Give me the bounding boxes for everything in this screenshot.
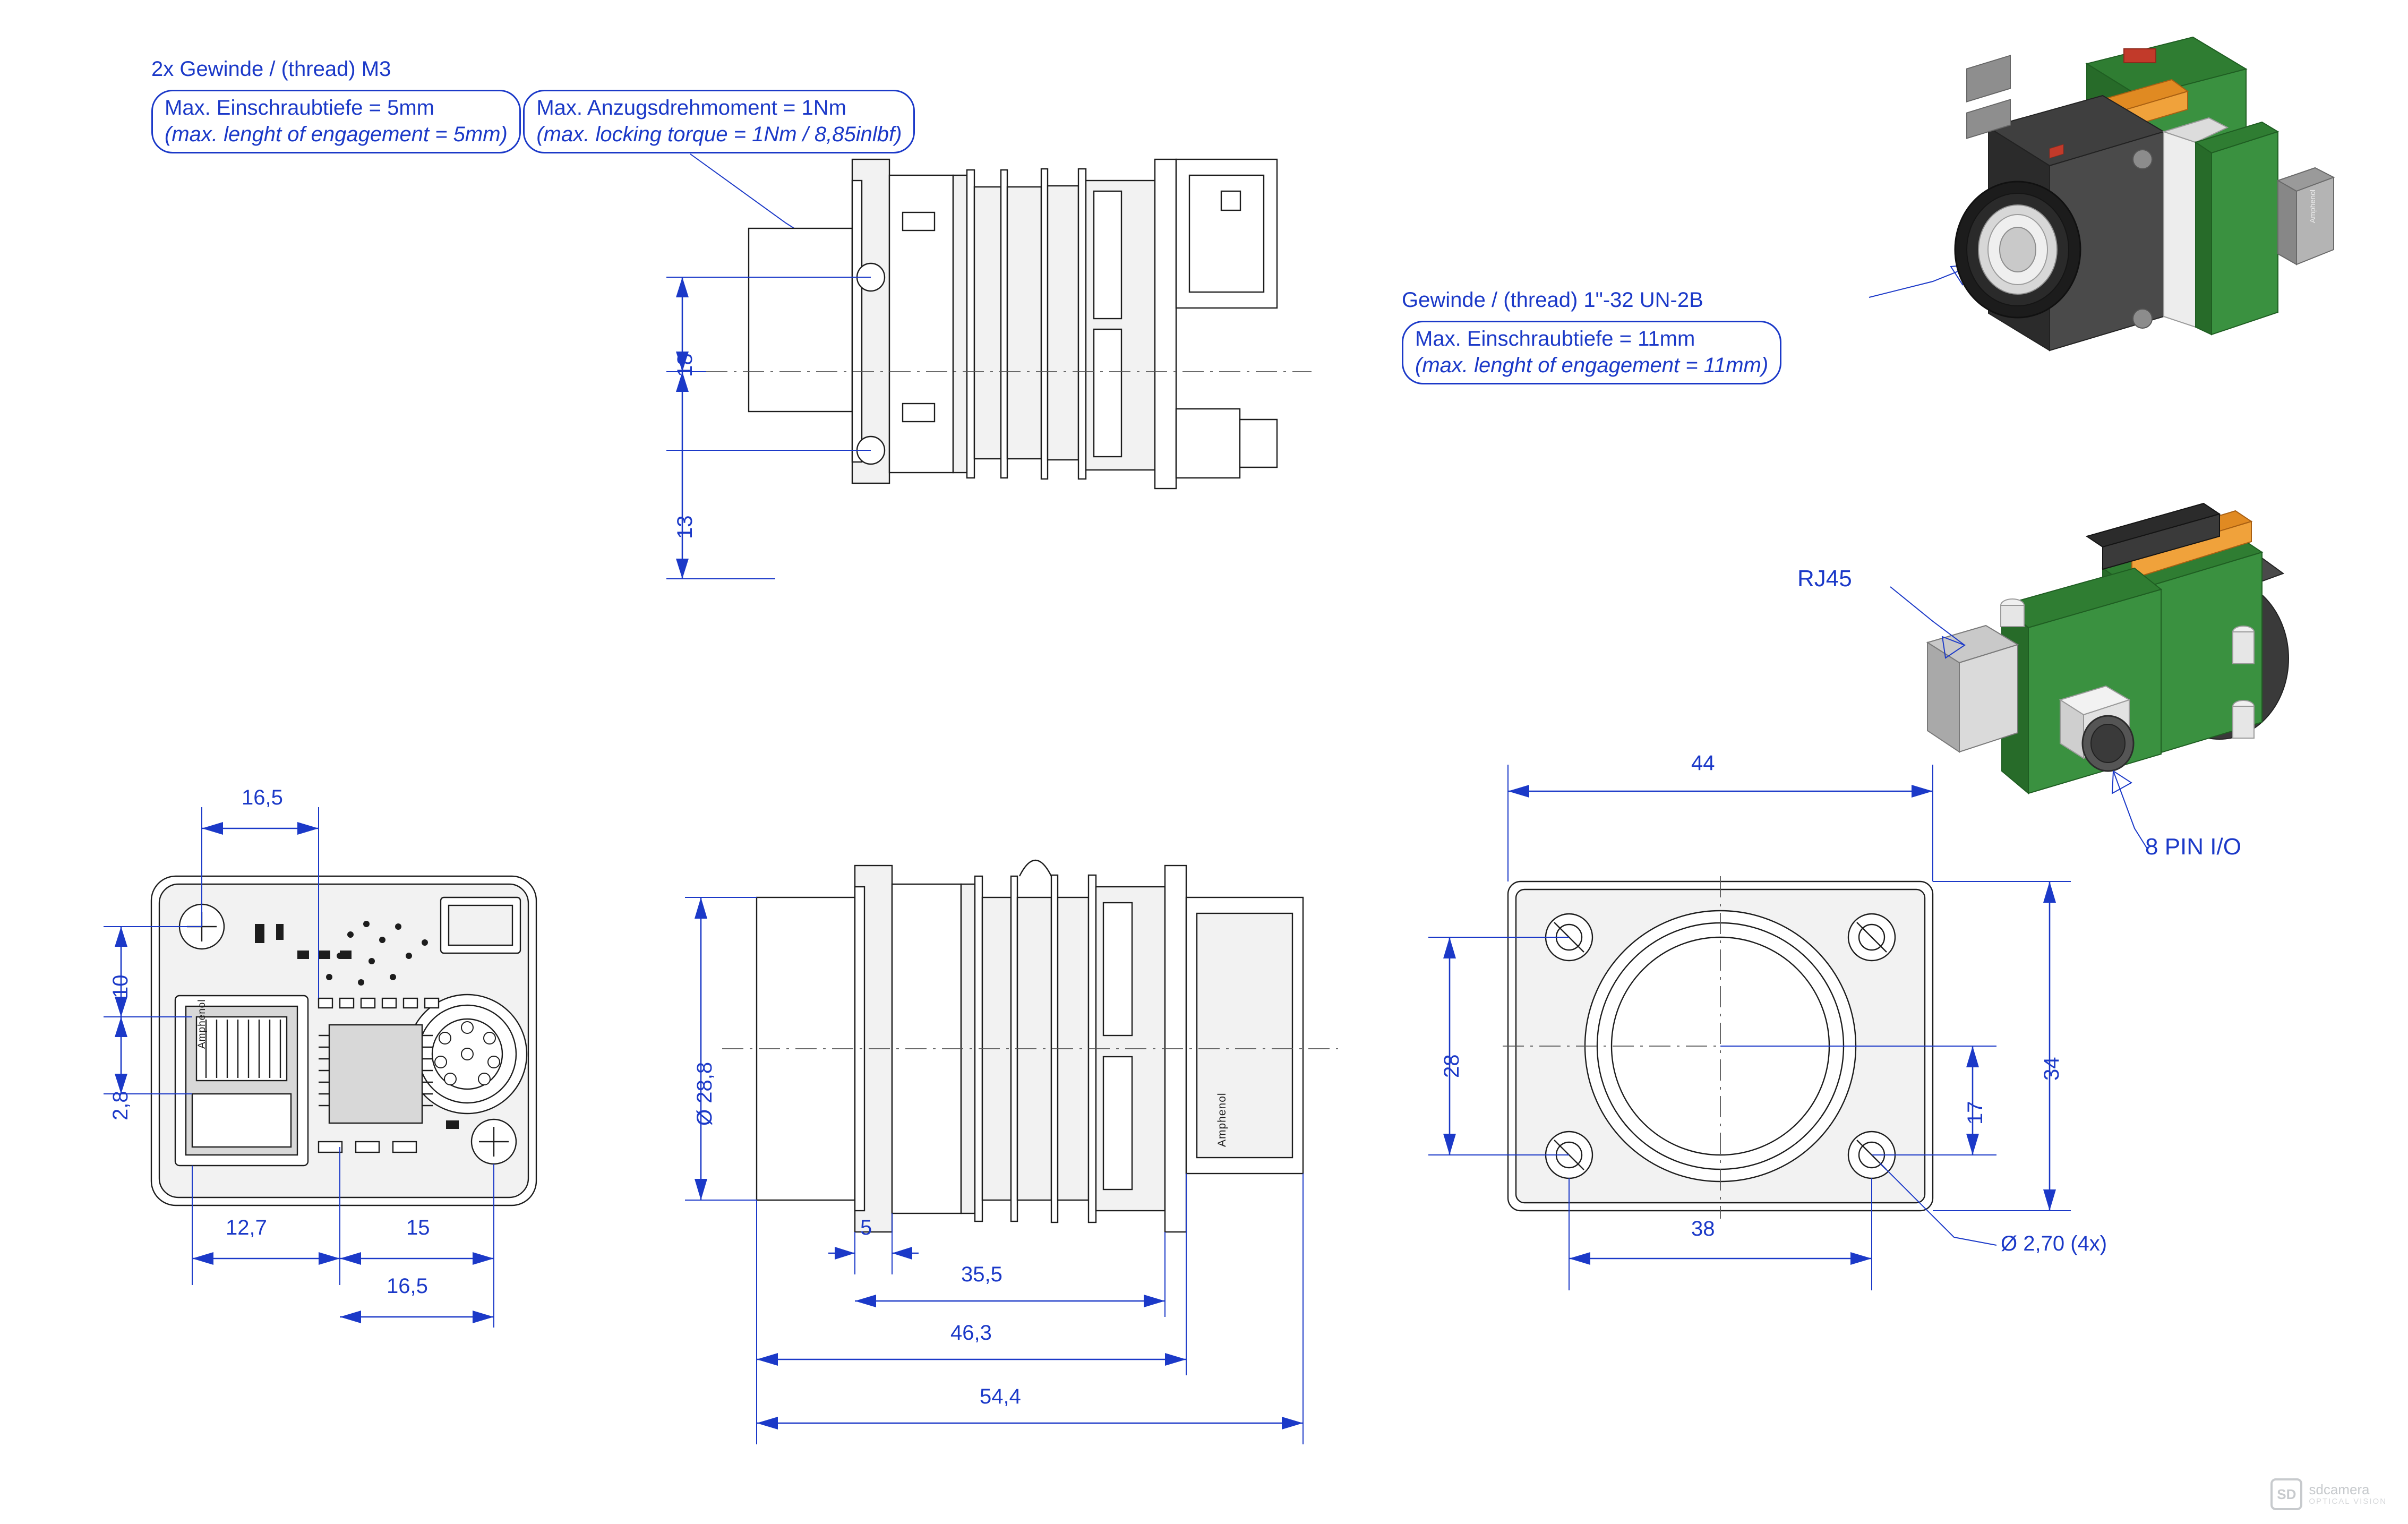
dim-35-5: 35,5 xyxy=(961,1263,1002,1286)
watermark-text xyxy=(2309,1483,2387,1505)
watermark-sub: OPTICAL VISION xyxy=(2309,1496,2387,1506)
note-line: (max. lenght of engagement = 5mm) xyxy=(165,123,508,146)
note-line: Gewinde / (thread) 1"-32 UN-2B xyxy=(1402,288,1703,312)
watermark-name: sdcamera xyxy=(2309,1482,2370,1498)
dim-13: 13 xyxy=(673,515,697,539)
dim-2-8: 2,8 xyxy=(109,1091,132,1120)
svg-text:Amphenol: Amphenol xyxy=(2308,189,2317,223)
dim-diam-28-8: Ø 28,8 xyxy=(693,1061,716,1126)
dim-16-5-top: 16,5 xyxy=(242,786,283,809)
callout-rj45: RJ45 xyxy=(1797,566,1852,592)
dim-hole-2-70: Ø 2,70 (4x) xyxy=(2001,1232,2107,1255)
dim-16-5-bottom: 16,5 xyxy=(387,1274,428,1298)
watermark xyxy=(2270,1478,2387,1510)
note-line: Max. Einschraubtiefe = 11mm xyxy=(1415,327,1695,350)
note-line: (max. lenght of engagement = 11mm) xyxy=(1415,354,1769,377)
dim-54-4: 54,4 xyxy=(980,1385,1021,1408)
amphenol-mark-rear: Amphenol xyxy=(196,999,208,1049)
watermark-logo: SD xyxy=(2270,1478,2302,1510)
note-line: Max. Anzugsdrehmoment = 1Nm xyxy=(536,96,846,119)
dim-28: 28 xyxy=(1440,1054,1463,1078)
dim-38: 38 xyxy=(1691,1217,1715,1240)
note-line: 2x Gewinde / (thread) M3 xyxy=(151,57,391,81)
note-line: (max. locking torque = 1Nm / 8,85inlbf) xyxy=(536,123,902,146)
dim-5: 5 xyxy=(860,1216,872,1239)
dim-18: 18 xyxy=(673,353,697,377)
dim-17: 17 xyxy=(1964,1101,1987,1125)
note-line: Max. Einschraubtiefe = 5mm xyxy=(165,96,434,119)
dim-12-7: 12,7 xyxy=(226,1216,267,1239)
dim-46-3: 46,3 xyxy=(950,1321,992,1345)
dim-44: 44 xyxy=(1691,751,1715,775)
callout-8-pin-io: 8 PIN I/O xyxy=(2145,834,2241,860)
dim-34: 34 xyxy=(2040,1057,2063,1081)
dim-10: 10 xyxy=(109,974,132,998)
amphenol-mark-side: Amphenol xyxy=(1216,1092,1228,1147)
dim-15: 15 xyxy=(406,1216,430,1239)
